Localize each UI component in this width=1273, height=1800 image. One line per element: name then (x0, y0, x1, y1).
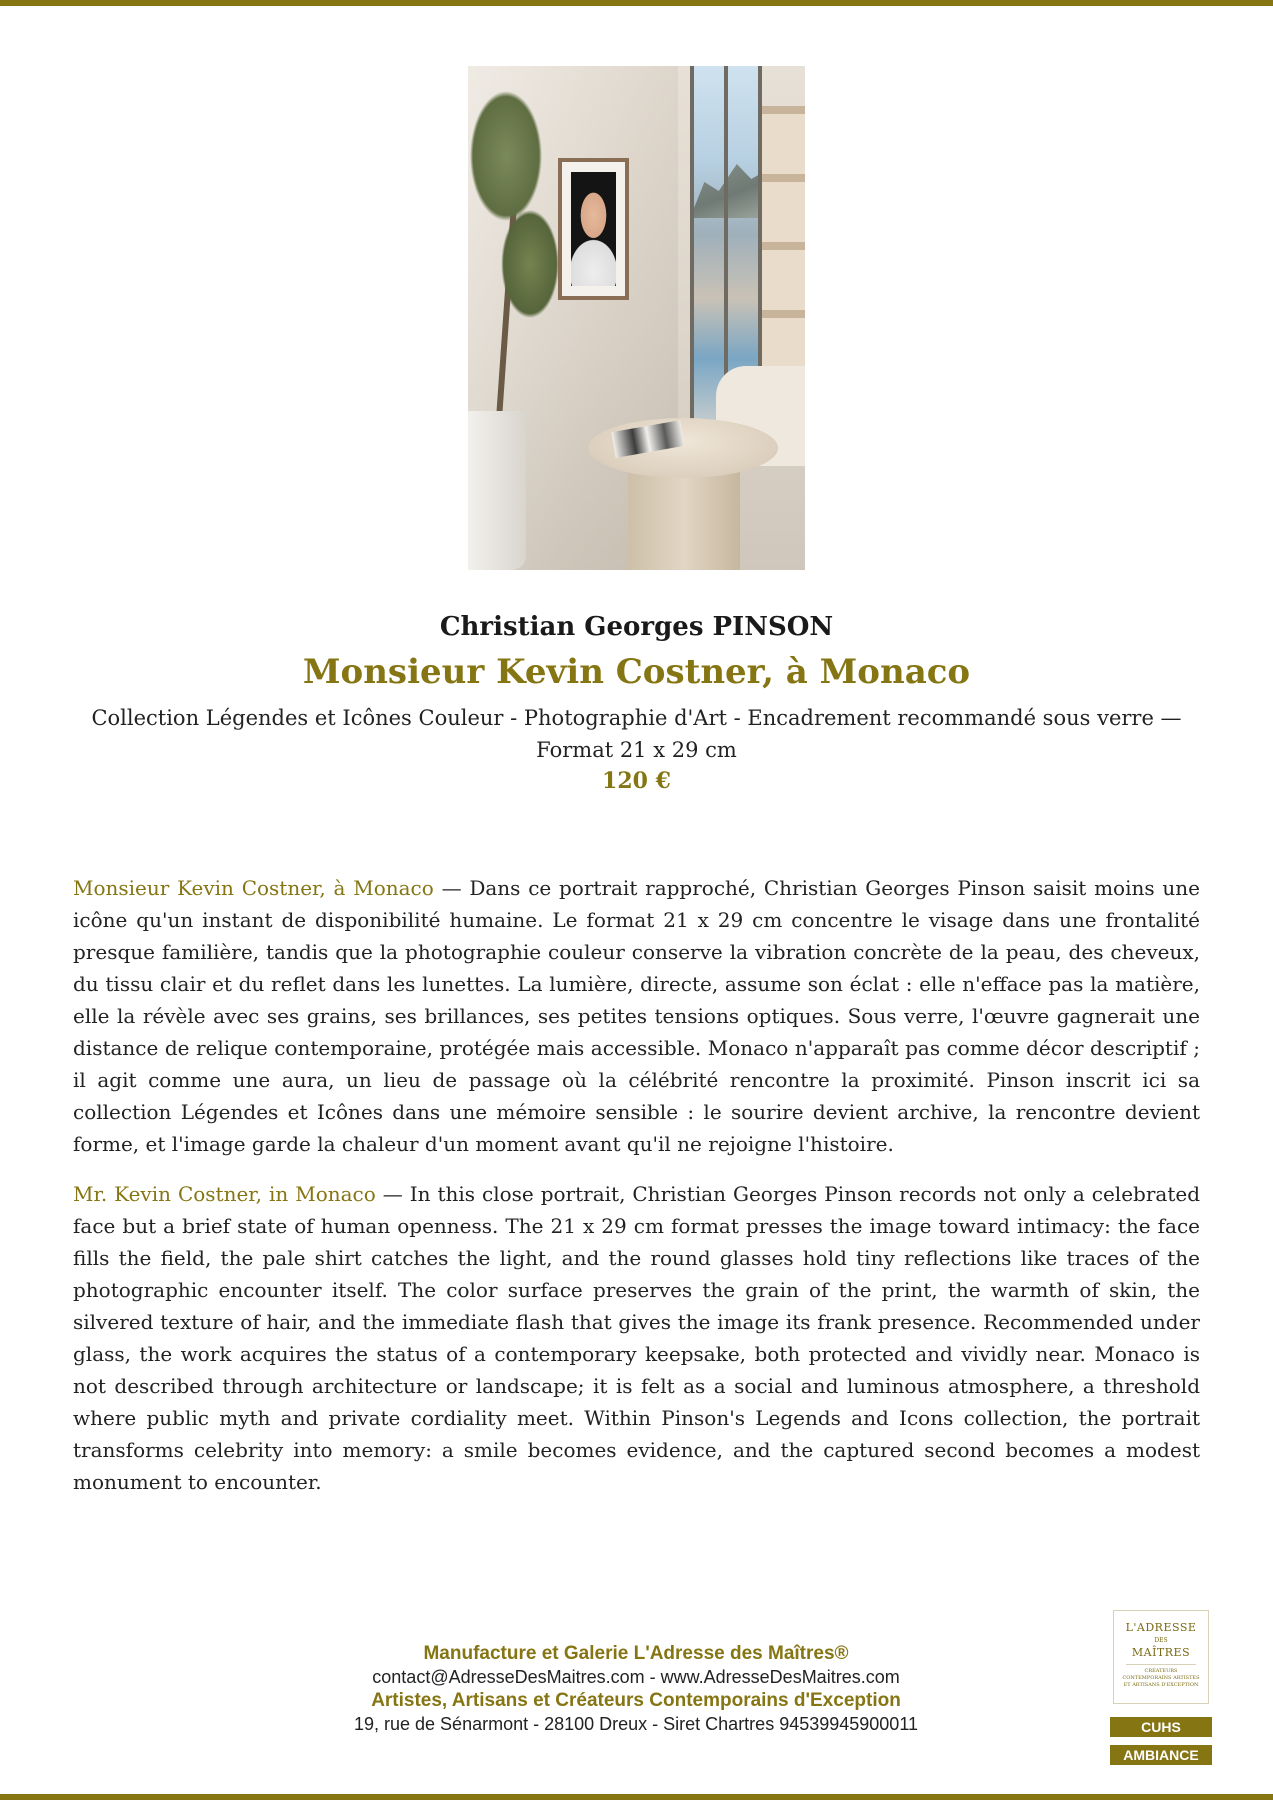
description-french (73, 872, 1200, 1160)
top-accent-bar (0, 0, 1273, 6)
logo-line-3: MAÎTRES (1131, 1646, 1191, 1659)
artwork-interior-photo (468, 66, 805, 570)
gallery-logo (1113, 1610, 1209, 1704)
footer-contact: contact@AdresseDesMaitres.com - www.AdresseDesMaitres.com (372, 1667, 900, 1687)
badge-cuhs: CUHS (1110, 1717, 1212, 1737)
description-french-text: — Dans ce portrait rapproché, Christian Georges Pinson saisit moins une icône qu'un instant de disponibilité humaine. Le format 21 x 29 cm concentre le visage dans une frontalité presque familière, tandis que la photographie couleur conserve la vibration concrète de la peau, des cheveux, du tissu clair et du reflet dans les lunettes. La lumière, directe, assume son éclat : elle n'efface pas la matière, elle la révèle avec ses grains, ses brillances, ses petites tensions optiques. Sous verre, l'œuvre gagnerait une distance de relique contemporaine, protégée mais accessible. Monaco n'apparaît pas comme décor descriptif ; il agit comme une aura, un lieu de passage où la célébrité rencontre la proximité. Pinson inscrit ici sa collection Légendes et Icônes dans une mémoire sensible : le sourire devient archive, la rencontre devient forme, et l'image garde la chaleur d'un moment avant qu'il ne rejoigne l'histoire. (73, 876, 1201, 1156)
photo-plant-pot (468, 411, 526, 570)
photo-framed-portrait (558, 158, 629, 300)
photo-portrait-print (571, 172, 616, 286)
description-english-title: Mr. Kevin Costner, in Monaco (73, 1182, 376, 1206)
artwork-title: Monsieur Kevin Costner, à Monaco (302, 652, 971, 692)
description-english-text: — In this close portrait, Christian Georges Pinson records not only a celebrated face but a brief state of human openness. The 21 x 29 cm format presses the image toward intimacy: the face fills the field, the pale shirt catches the light, and the round glasses hold tiny reflections like traces of the photographic encounter itself. The color surface preserves the grain of the print, the warmth of skin, the silvered texture of hair, and the immediate flash that gives the image its frank presence. Recommended under glass, the work acquires the status of a contemporary keepsake, both protected and vividly near. Monaco is not described through architecture or landscape; it is felt as a social and luminous atmosphere, a threshold where public myth and private cordiality meet. Within Pinson's Legends and Icons collection, the portrait transforms celebrity into memory: a smile becomes evidence, and the captured second becomes a modest monument to encounter. (73, 1182, 1200, 1494)
footer-address: 19, rue de Sénarmont - 28100 Dreux - Siret Chartres 94539945900011 (353, 1714, 919, 1734)
description-french-title: Monsieur Kevin Costner, à Monaco (73, 876, 434, 900)
bottom-accent-bar (0, 1794, 1273, 1800)
badge-ambiance: AMBIANCE (1110, 1745, 1212, 1765)
artwork-price: 120 € (602, 768, 671, 794)
description-english (73, 1178, 1200, 1498)
logo-line-2: DES (1154, 1637, 1168, 1644)
footer-tagline: Artistes, Artisans et Créateurs Contemporains d'Exception (371, 1690, 901, 1711)
artwork-subtitle: Collection Légendes et Icônes Couleur - Photographie d'Art - Encadrement recommandé sous verre — Format 21 x 29 cm (91, 706, 1182, 762)
photo-window-mullion (690, 66, 694, 441)
footer-company: Manufacture et Galerie L'Adresse des Maîtres® (423, 1643, 849, 1664)
logo-divider (1126, 1664, 1196, 1665)
logo-line-4: CRÉATEURS CONTEMPORAINS ARTISTES ET ARTISANS D'EXCEPTION (1122, 1668, 1200, 1688)
logo-line-1: L'ADRESSE (1125, 1621, 1197, 1634)
footer (280, 1642, 992, 1736)
artist-name: Christian Georges PINSON (439, 612, 834, 642)
